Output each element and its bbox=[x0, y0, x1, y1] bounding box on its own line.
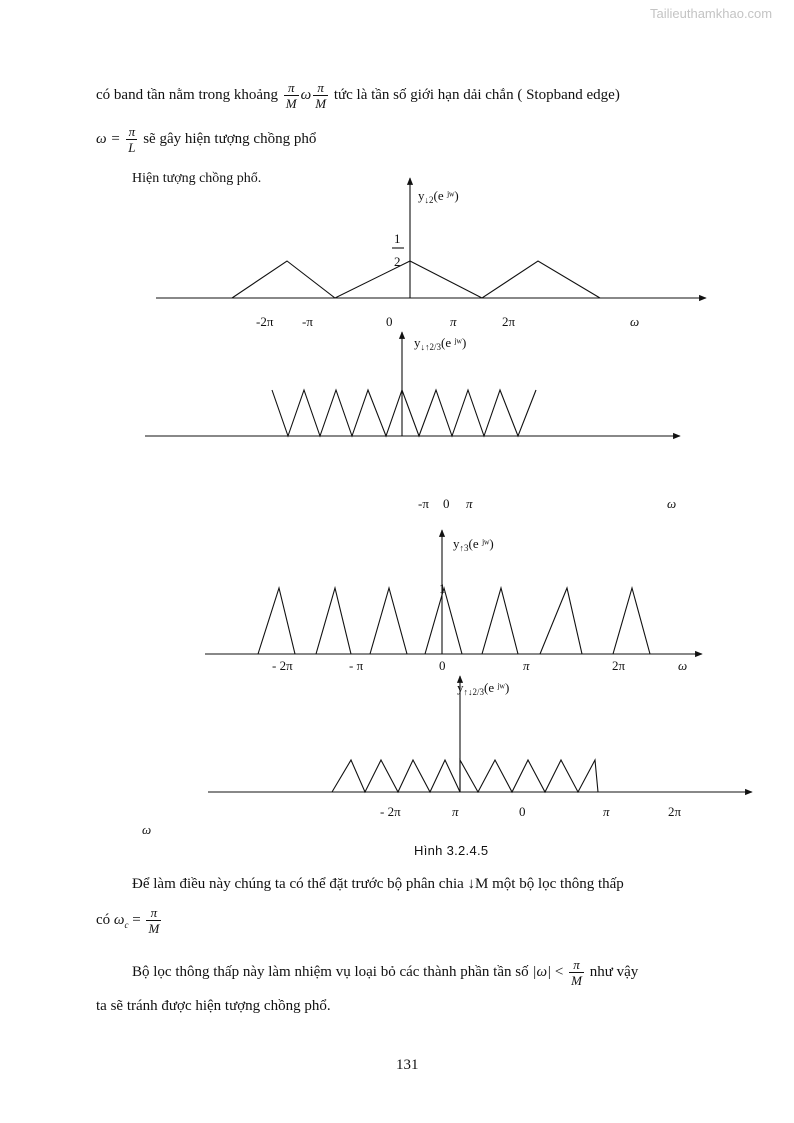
para1-text-b: tức là tần số giới hạn dải chắn ( Stopband edge) bbox=[333, 86, 620, 103]
plot-2 bbox=[145, 332, 680, 511]
plot1-tick-2pi: 2π bbox=[502, 314, 516, 329]
omega-equals: ω = bbox=[96, 130, 121, 147]
plot3-tri-2 bbox=[316, 588, 351, 654]
plot2-spectrum bbox=[272, 390, 536, 436]
plot2-tick-pi: π bbox=[466, 496, 473, 511]
plot1-tick-omega: ω bbox=[630, 314, 640, 329]
paragraph-4-line1 bbox=[132, 957, 638, 988]
plot-4 bbox=[142, 676, 752, 837]
paragraph-3-line1: Để làm điều này chúng ta có thể đặt trước bộ phân chia ↓M một bộ lọc thông thấp bbox=[132, 876, 624, 892]
plot2-tick-omega: ω bbox=[667, 496, 677, 511]
plot1-ylabel: $y_{↓2}(e$ ʲʷ) bbox=[418, 188, 459, 205]
omega-c: $\omega_c$ bbox=[113, 911, 129, 930]
plot3-tri-1 bbox=[258, 588, 295, 654]
watermark: Tailieuthamkhao.com bbox=[650, 6, 773, 21]
plot1-tick-neg2pi: -2π bbox=[256, 314, 274, 329]
plot4-stray-omega: ω bbox=[142, 822, 152, 837]
plot3-tri-6 bbox=[540, 588, 582, 654]
plot3-tri-5 bbox=[482, 588, 518, 654]
fraction-pi-over-m-1: $\frac{\pi}{M}$ bbox=[285, 80, 297, 111]
plot3-tick-neg2pi: - 2π bbox=[272, 658, 293, 673]
plot2-ylabel: $y_{↓↑2/3}(e$ ʲʷ) bbox=[414, 335, 467, 352]
equals-sign: = bbox=[132, 911, 141, 928]
paragraph-3-line2 bbox=[96, 905, 163, 936]
plot1-tick-pi: π bbox=[450, 314, 457, 329]
plot1-tick-negpi: -π bbox=[302, 314, 313, 329]
plot-3 bbox=[205, 530, 702, 673]
plot3-tick-negpi: - π bbox=[349, 658, 364, 673]
fraction-pi-over-m-3: $\frac{\pi}{M}$ bbox=[148, 905, 160, 936]
para1-text-a: có band tần nằm trong khoảng bbox=[96, 86, 279, 103]
plot3-tick-2pi: 2π bbox=[612, 658, 626, 673]
clipped-text-line: Hiện tượng chồng phổ. bbox=[132, 171, 262, 186]
omega-symbol: ω bbox=[300, 86, 312, 103]
plot1-spectrum bbox=[232, 261, 600, 298]
plot4-tick-0: 0 bbox=[519, 804, 526, 819]
plot3-tick-omega: ω bbox=[678, 658, 688, 673]
plot1-peak-num: 1 bbox=[394, 231, 401, 246]
fraction-pi-over-l: $\frac{\pi}{L}$ bbox=[128, 124, 136, 155]
plot3-tri-3 bbox=[370, 588, 407, 654]
plot4-ylabel: $y_{↑↓2/3}(e$ ʲʷ) bbox=[457, 680, 510, 697]
plot3-ylabel: $y_{↑3}(e$ ʲʷ) bbox=[453, 536, 494, 553]
plot3-peak-label: 1 bbox=[439, 581, 446, 596]
plot3-tri-7 bbox=[613, 588, 650, 654]
plot3-tri-4 bbox=[425, 588, 462, 654]
fraction-pi-over-m-4: $\frac{\pi}{M}$ bbox=[571, 957, 582, 988]
plot3-tick-0: 0 bbox=[439, 658, 446, 673]
paragraph-4-line2: ta sẽ tránh được hiện tượng chồng phổ. bbox=[96, 998, 331, 1014]
plot4-tick-pi: π bbox=[603, 804, 610, 819]
figure-caption: Hình 3.2.4.5 bbox=[414, 843, 489, 858]
plot1-peak-den: 2 bbox=[394, 254, 401, 269]
plot4-spectrum bbox=[332, 760, 598, 792]
plot2-tick-negpi: -π bbox=[418, 496, 429, 511]
page-number: 131 bbox=[396, 1057, 419, 1073]
para3-prefix: có bbox=[96, 911, 111, 928]
para2-text: sẽ gây hiện tượng chồng phổ bbox=[143, 130, 317, 147]
plot1-tick-0: 0 bbox=[386, 314, 393, 329]
plot4-tick-neg2pi: - 2π bbox=[380, 804, 401, 819]
abs-omega: |ω| bbox=[532, 963, 552, 980]
plot2-tick-0: 0 bbox=[443, 496, 450, 511]
plot4-tick-pi-left: π bbox=[452, 804, 459, 819]
plot4-tick-2pi: 2π bbox=[668, 804, 682, 819]
para4-text-b: như vậy bbox=[589, 963, 639, 980]
plot3-tick-pi: π bbox=[523, 658, 530, 673]
plot-1 bbox=[156, 178, 706, 329]
fraction-pi-over-m-2: $\frac{\pi}{M}$ bbox=[315, 80, 327, 111]
less-than: < bbox=[554, 963, 564, 980]
para4-text-a: Bộ lọc thông thấp này làm nhiệm vụ loại bỏ các thành phần tần số bbox=[132, 963, 529, 980]
